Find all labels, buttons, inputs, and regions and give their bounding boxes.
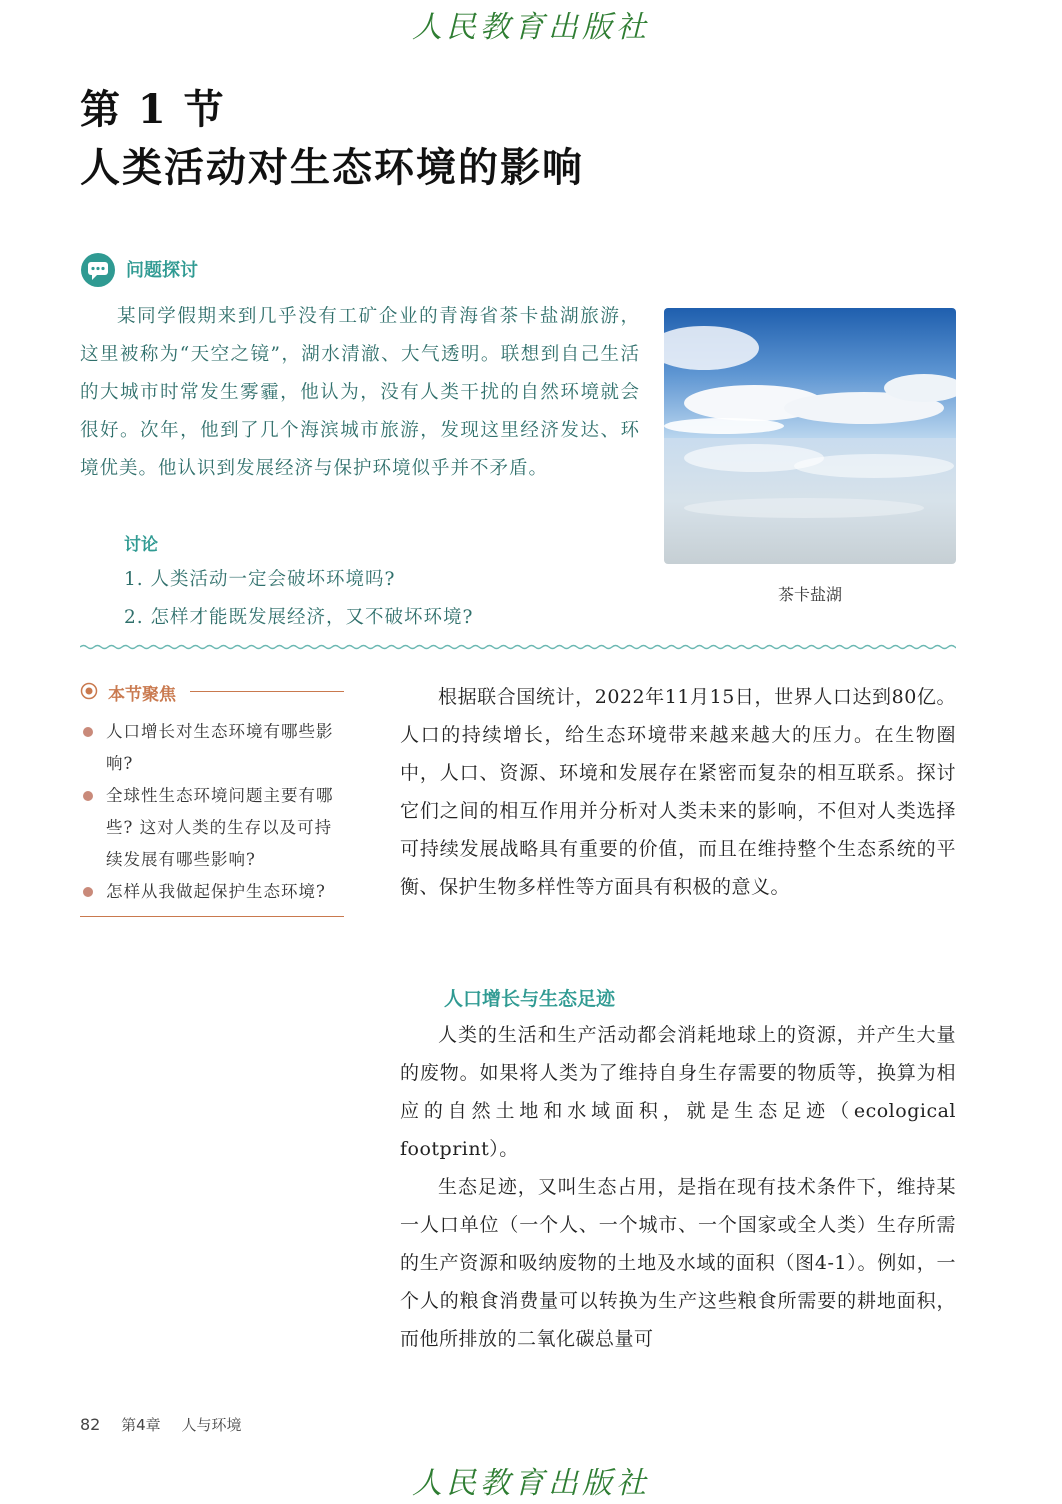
discussion-question-2: 2. 怎样才能既发展经济，又不破坏环境? — [124, 607, 474, 628]
discussion-body: 某同学假期来到几乎没有工矿企业的青海省茶卡盐湖旅游，这里被称为“天空之镜”，湖水清澈、大气透明。联想到自己生活的大城市时常发生雾霾，他认为，没有人类干扰的自然环境就会很好。次年，他到了几个海滨城市旅游，发现这里经济发达、环境优美。他认识到发展经济与保护环境似乎并不矛盾。 — [80, 306, 640, 479]
main-paragraph-2: 人类的生活和生产活动都会消耗地球上的资源，并产生大量的废物。如果将人类为了维持自身生存需要的物质等，换算为相应的自然土地和水域面积，就是生态足迹（ecological footprint）。 — [400, 1024, 956, 1160]
salt-lake-photo — [664, 308, 956, 564]
discussion-heading: 问题探讨 — [126, 260, 198, 281]
focus-list — [80, 716, 344, 908]
target-icon — [80, 682, 98, 700]
bullet-dot-icon — [83, 791, 93, 801]
publisher-footer: 人民教育出版社 — [412, 1466, 650, 1501]
main-paragraph-3: 生态足迹，又叫生态占用，是指在现有技术条件下，维持某一人口单位（一个人、一个城市、一个国家或全人类）生存所需的生产资源和吸纳废物的土地及水域的面积（图4-1）。例如，一个人的粮食消费量可以转换为生产这些粮食所需要的耕地面积，而他所排放的二氧化碳总量可 — [400, 1176, 956, 1350]
section-title: 人类活动对生态环境的影响 — [80, 144, 584, 191]
main-paragraph-1: 根据联合国统计，2022年11月15日，世界人口达到80亿。人口的持续增长，给生态环境带来越来越大的压力。在生物圈中，人口、资源、环境和发展存在紧密而复杂的相互联系。探讨它们之间的相互作用并分析对人类未来的影响，不但对人类选择可持续发展战略具有重要的价值，而且在维持整个生态系统的平衡、保护生物多样性等方面具有积极的意义。 — [400, 686, 956, 898]
focus-header — [80, 680, 344, 704]
wave-divider — [80, 640, 956, 654]
focus-item: 怎样从我做起保护生态环境? — [80, 876, 344, 908]
publisher-header: 人民教育出版社 — [412, 10, 650, 45]
footer-chapter-title: 人与环境 — [181, 1416, 242, 1434]
focus-bottom-line — [80, 916, 344, 917]
focus-box — [80, 680, 344, 917]
focus-title: 本节聚焦 — [108, 680, 182, 705]
focus-item: 全球性生态环境问题主要有哪些? 这对人类的生存以及可持续发展有哪些影响? — [80, 780, 344, 876]
page-footer — [80, 1414, 257, 1435]
focus-item: 人口增长对生态环境有哪些影响? — [80, 716, 344, 780]
photo-caption: 茶卡盐湖 — [777, 585, 842, 604]
bullet-dot-icon — [83, 727, 93, 737]
footer-chapter: 第4章 — [121, 1416, 161, 1434]
bullet-dot-icon — [83, 887, 93, 897]
discussion-question-1: 1. 人类活动一定会破坏环境吗? — [124, 569, 396, 590]
focus-header-line — [190, 691, 344, 692]
page-number: 82 — [80, 1415, 101, 1434]
section-number: 第 1 节 — [80, 86, 226, 133]
discuss-label: 讨论 — [124, 535, 158, 555]
chat-bubble-icon — [80, 252, 116, 288]
subheading: 人口增长与生态足迹 — [444, 988, 616, 1010]
